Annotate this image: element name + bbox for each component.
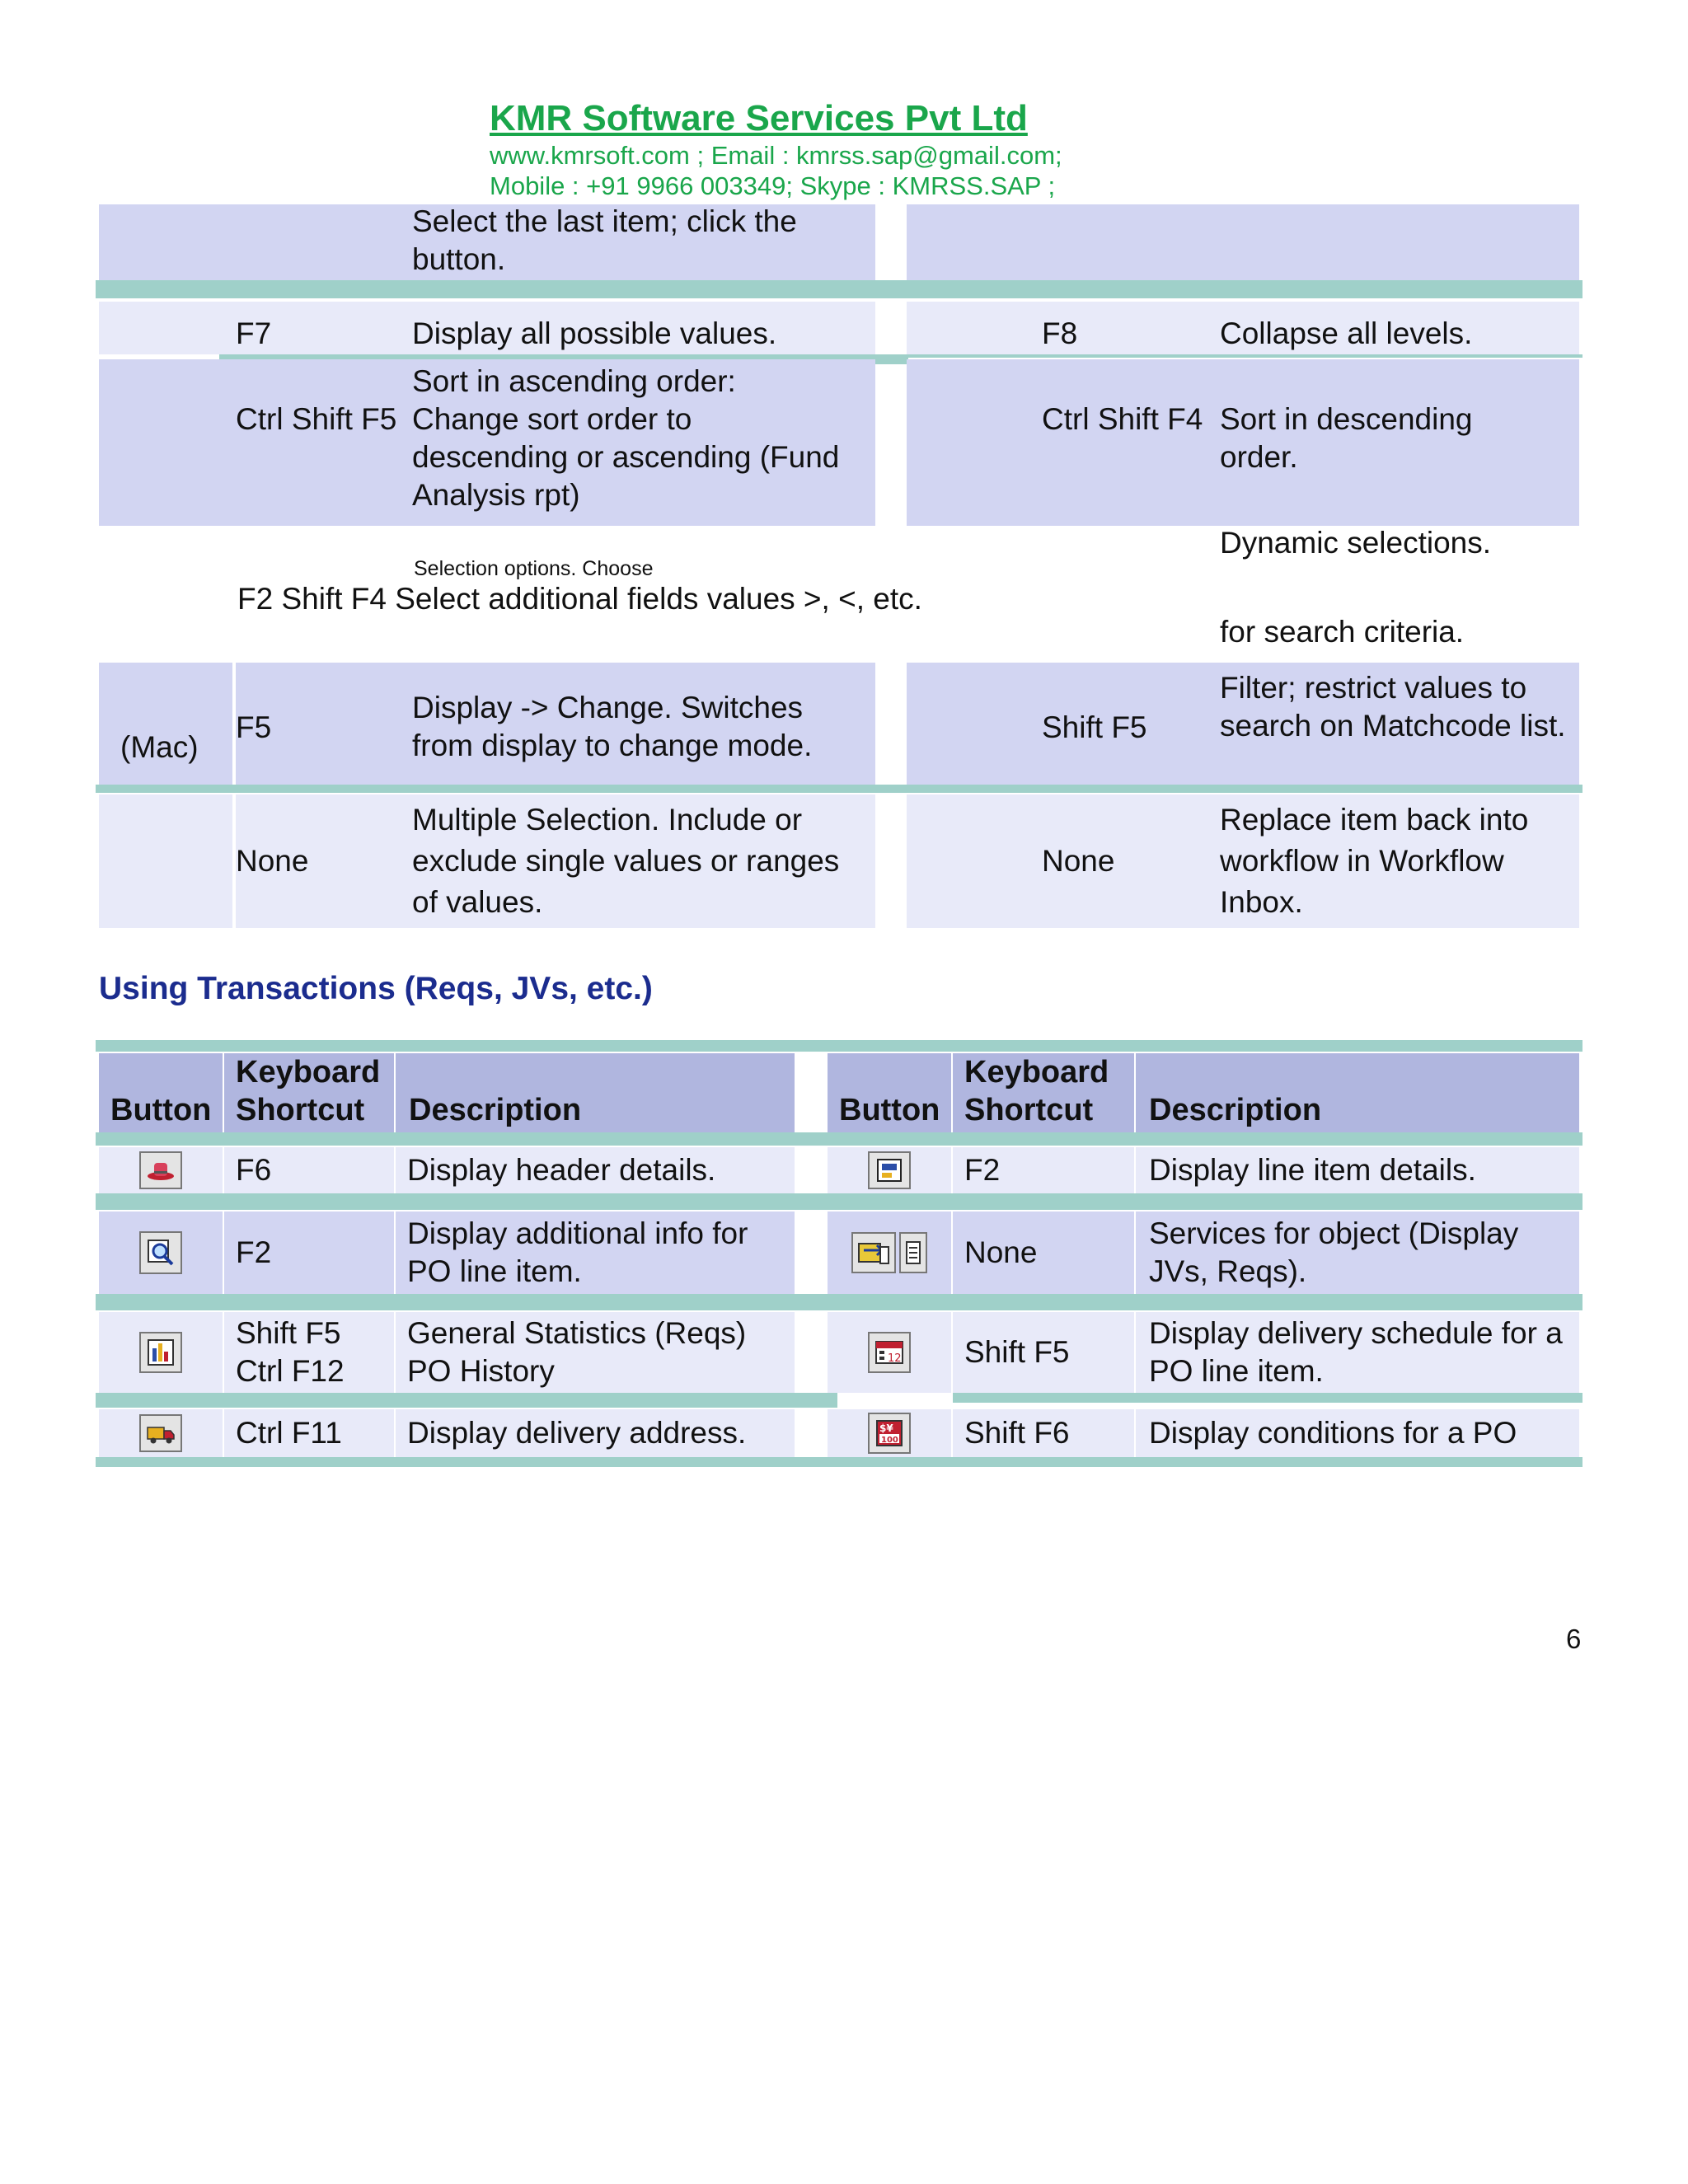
row5-right-key: None — [1042, 844, 1115, 878]
statistics-icon-button[interactable] — [99, 1312, 223, 1393]
row3-left-desc: General Statistics (Reqs) PO History — [396, 1312, 795, 1393]
row4-right-key: Shift F5 — [1042, 710, 1147, 744]
row0-right — [907, 204, 1579, 280]
page-number: 6 — [1566, 1624, 1582, 1654]
truck-icon — [145, 1421, 176, 1446]
header-button-left: Button — [99, 1053, 223, 1132]
row-separator — [96, 1132, 1582, 1146]
row2-right-desc: Services for object (Display JVs, Reqs). — [1136, 1212, 1579, 1294]
row-separator — [96, 785, 1582, 793]
hat-icon-button[interactable] — [99, 1147, 223, 1193]
row2-right-key: None — [953, 1212, 1134, 1294]
row4-left-key: Ctrl F11 — [224, 1409, 394, 1457]
row0-desc: Select the last item; click the button. — [412, 204, 797, 276]
magnifier-icon-button[interactable] — [99, 1212, 223, 1294]
row5-right-desc: Replace item back into workflow in Workflow Inbox. — [1220, 803, 1529, 919]
row1-right-desc: Collapse all levels. — [1220, 316, 1473, 350]
row-separator — [96, 280, 1582, 298]
calendar-icon — [874, 1339, 904, 1366]
table-bottom-border — [96, 1457, 1582, 1467]
header-shortcut-right: Keyboard Shortcut — [953, 1053, 1134, 1132]
row4-right-key: Shift F6 — [953, 1409, 1134, 1457]
row2-left-desc: Display additional info for PO line item. — [396, 1212, 795, 1294]
row3-left-key: Shift F5 Ctrl F12 — [224, 1312, 394, 1393]
row-separator — [907, 354, 1582, 358]
hat-icon — [146, 1158, 176, 1183]
truck-icon-button[interactable] — [99, 1409, 223, 1457]
row2-right-key: Ctrl Shift F4 — [1042, 402, 1203, 436]
magnifier-icon — [146, 1238, 176, 1268]
row3-left-line: F2 Shift F4 Select additional fields values >, <, etc. — [237, 582, 922, 616]
row3-small-note: Selection options. Choose — [414, 557, 654, 580]
conditions-icon — [875, 1419, 903, 1447]
row1-left-key: F6 — [224, 1147, 394, 1193]
row4-right-desc: Display conditions for a PO — [1136, 1409, 1579, 1457]
row4-left-button: (Mac) — [120, 730, 199, 764]
row1-left-desc: Display header details. — [396, 1147, 795, 1193]
company-name: KMR Software Services Pvt Ltd — [490, 98, 1028, 138]
contact-line-mobile-skype: Mobile : +91 9966 003349; Skype : KMRSS.SAP ; — [490, 171, 1056, 200]
row2-left-desc: Sort in ascending order: Change sort order to descending or ascending (Fund Analysis rpt) — [412, 364, 840, 512]
row-separator — [953, 1393, 1582, 1403]
row1-left-desc: Display all possible values. — [412, 316, 777, 350]
services-for-object-icon-button[interactable] — [828, 1212, 951, 1294]
contact-line-web-email: www.kmrsoft.com ; Email : kmrss.sap@gmail.com; — [490, 141, 1062, 170]
table-top-border — [96, 1040, 1582, 1052]
letterhead — [490, 97, 1231, 201]
item-detail-icon-button[interactable] — [828, 1147, 951, 1193]
row3-right-key: Shift F5 — [953, 1312, 1134, 1393]
row4-right-desc: Filter; restrict values to search on Matchcode list. — [1220, 671, 1566, 743]
row3-right-desc2: for search criteria. — [1220, 615, 1465, 649]
row1-right-key: F2 — [953, 1147, 1134, 1193]
row3-right-desc1: Dynamic selections. — [1220, 526, 1492, 560]
row4-left-desc: Display -> Change. Switches from display to change mode. — [412, 691, 813, 762]
section-title: Using Transactions (Reqs, JVs, etc.) — [99, 971, 653, 1006]
row-separator — [96, 1294, 1582, 1310]
header-button-right: Button — [828, 1053, 951, 1132]
row2-left-key: Ctrl Shift F5 — [236, 402, 397, 436]
svg-text:$¥: $¥ — [879, 1422, 893, 1434]
row5-left-key: None — [236, 844, 309, 878]
row2-left-key: F2 — [224, 1212, 394, 1294]
item-detail-icon — [875, 1157, 903, 1183]
header-description-right: Description — [1136, 1053, 1579, 1132]
document-icon — [905, 1240, 921, 1265]
statistics-icon — [147, 1338, 175, 1366]
row-separator — [96, 1393, 837, 1408]
row2-right-desc: Sort in descending order. — [1220, 402, 1473, 474]
row1-right-desc: Display line item details. — [1136, 1147, 1579, 1193]
row1-left-key: F7 — [236, 316, 272, 350]
header-description-left: Description — [396, 1053, 795, 1132]
row5-left-desc: Multiple Selection. Include or exclude single values or ranges of values. — [412, 803, 840, 919]
row4-left-desc: Display delivery address. — [396, 1409, 795, 1457]
row-separator — [96, 1193, 1582, 1210]
calendar-icon-button[interactable] — [828, 1312, 951, 1393]
svg-text:100: 100 — [881, 1436, 898, 1445]
conditions-icon-button[interactable] — [828, 1409, 951, 1457]
services-for-object-icon — [857, 1239, 890, 1267]
row3-right-desc: Display delivery schedule for a PO line item. — [1136, 1312, 1579, 1393]
row4-left-key: F5 — [236, 710, 272, 744]
header-shortcut-left: Keyboard Shortcut — [224, 1053, 394, 1132]
svg-text:12: 12 — [888, 1352, 902, 1365]
row1-right-key: F8 — [1042, 316, 1078, 350]
